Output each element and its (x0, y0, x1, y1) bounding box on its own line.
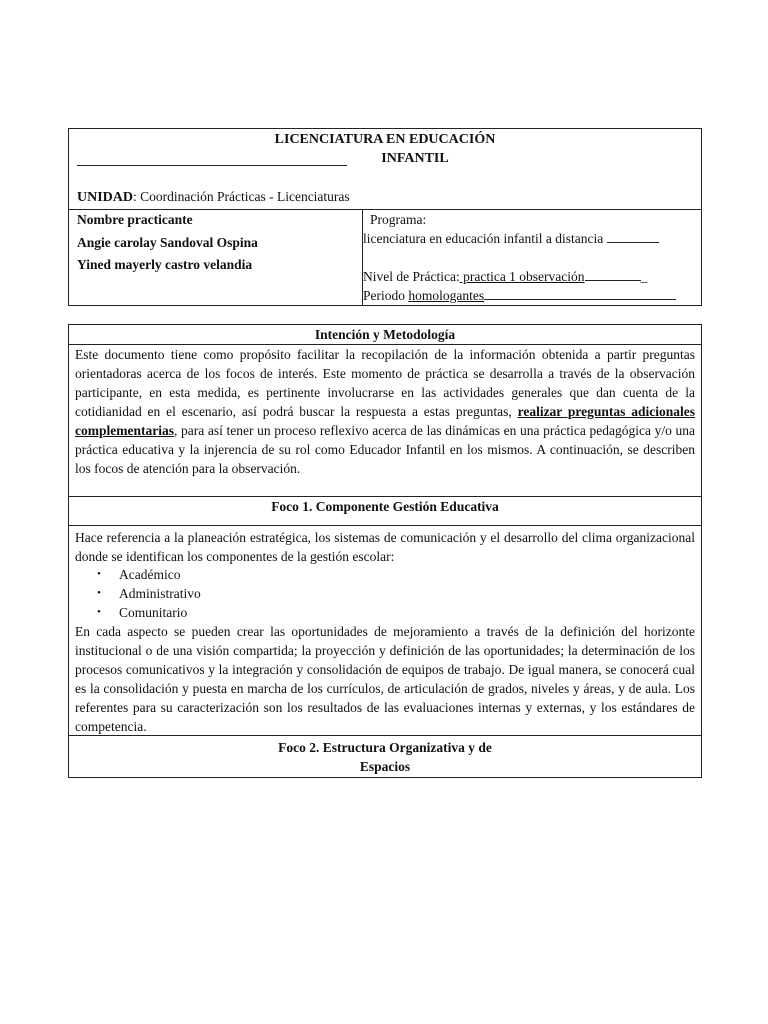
intencion-text-before: Este documento tiene como propósito facilitar la recopilación de la información obtenida a partir preguntas orientadoras acerca de los focos de interés. Este momento de práctica se desarrolla a través de la observación participante, en esta medida, es pertinente involucrarse en las actividades generales que dan cuenta de la cotidianidad en el escenario, así podrá buscar la respuesta a estas preguntas, (75, 347, 695, 419)
programa-label: Programa: (370, 212, 427, 227)
list-item: • Académico (97, 565, 201, 584)
nivel-blank (585, 270, 641, 281)
foco1-title: Foco 1. Componente Gestión Educativa (271, 499, 499, 514)
foco2-top-divider (69, 735, 701, 736)
intencion-paragraph (75, 345, 695, 478)
student-name-2: Yined mayerly castro velandia (77, 257, 253, 272)
program-title-line1: LICENCIATURA EN EDUCACIÓN (274, 132, 496, 147)
intencion-bold-1: realizar preguntas adicionales (517, 404, 695, 419)
nivel-value: practica 1 observación (459, 269, 585, 284)
foco1-title-divider (69, 525, 701, 526)
periodo-line (363, 288, 676, 304)
programa-line (363, 231, 659, 247)
student-name-1: Angie carolay Sandoval Ospina (77, 235, 258, 250)
intencion-text-after: , para así tener un proceso reflexivo acerca de las dinámicas en una práctica pedagógica y/o una práctica educativa y la injerencia de su rol como Educador Infantil en los mismos. A continuación, se describen los focos de atención para la observación. (75, 423, 695, 476)
list-item: • Administrativo (97, 584, 201, 603)
programa-value: licenciatura en educación infantil a distancia (363, 231, 604, 246)
nombre-practicante-label: Nombre practicante (77, 212, 193, 227)
programa-blank (607, 232, 659, 243)
periodo-blank (484, 289, 676, 300)
list-item: • Comunitario (97, 603, 201, 622)
periodo-label: Periodo (363, 288, 405, 303)
nivel-line (363, 269, 647, 285)
intencion-bold-2: complementarias (75, 423, 174, 438)
foco1-body: En cada aspecto se pueden crear las oportunidades de mejoramiento a través de la definición del horizonte institucional o de una visión compartida; la proyección y definición de las oportunidades; la determinación de los procesos comunicativos y la integración y consolidación de equipos de trabajo. De igual manera, se conocerá cual es la consolidación y puesta en marcha de los currículos, de articulación de grados, niveles y áreas, y de aula. Los referentes para su caracterización son los resultados de las evaluaciones internas y externas, y los estándares de competencia. (75, 624, 695, 734)
unidad-value: : Coordinación Prácticas - Licenciaturas (133, 189, 350, 204)
periodo-value: homologantes (408, 288, 485, 303)
unidad-line (77, 189, 350, 206)
nivel-trail: _ (640, 269, 648, 284)
foco1-intro: Hace referencia a la planeación estratégica, los sistemas de comunicación y el desarrollo del clima organizacional donde se identifican los componentes de la gestión escolar: (75, 530, 695, 564)
foco1-bullet-list (97, 565, 201, 622)
title-underline (77, 165, 347, 166)
program-title-line2: INFANTIL (381, 151, 449, 166)
intencion-title: Intención y Metodología (314, 327, 456, 342)
header-divider (69, 209, 701, 210)
focos-table (68, 324, 702, 778)
unidad-label: UNIDAD (77, 190, 133, 205)
foco2-title-line1: Foco 2. Estructura Organizativa y de (278, 740, 492, 755)
foco2-title-line2: Espacios (359, 759, 411, 774)
header-box (68, 128, 702, 306)
nivel-label: Nivel de Práctica: (363, 269, 460, 284)
